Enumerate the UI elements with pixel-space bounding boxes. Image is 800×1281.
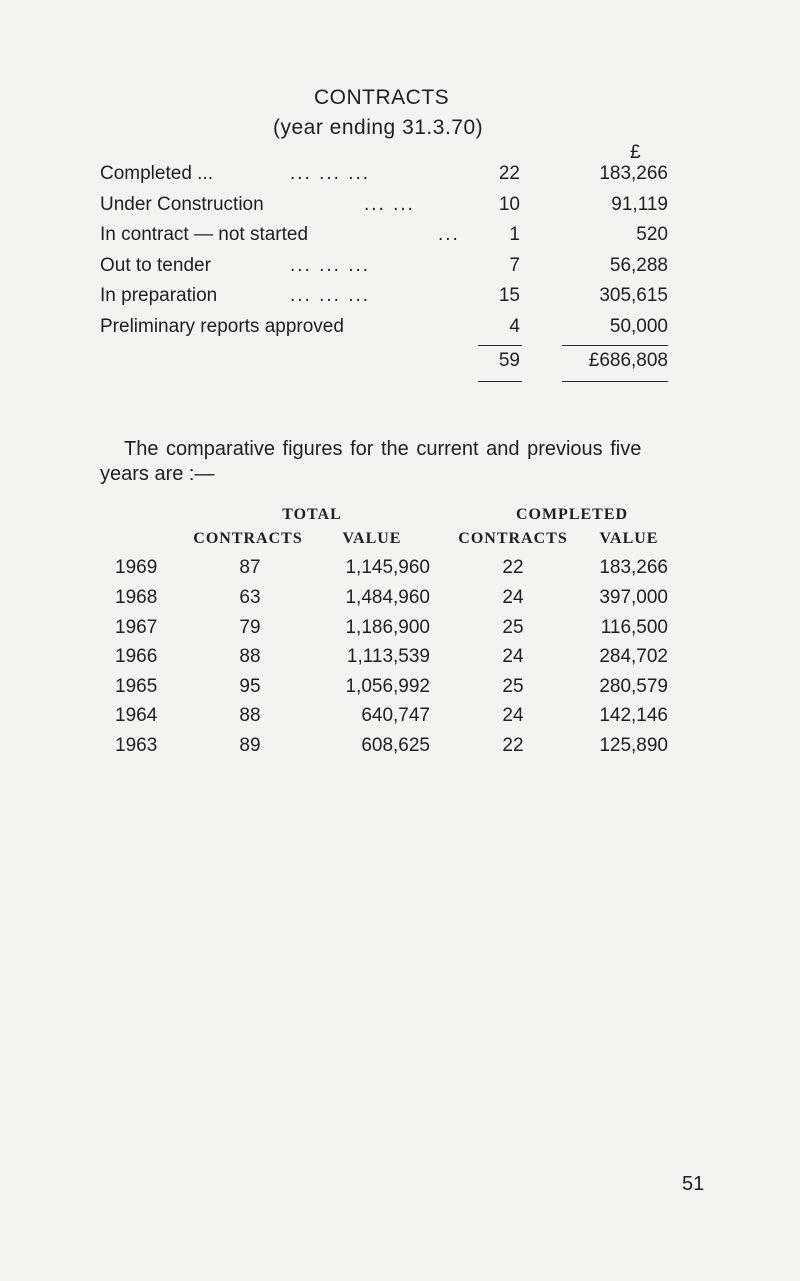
summary-row-label: In preparation [100,285,218,306]
summary-row-count: 1 [509,224,520,245]
group-header-completed: COMPLETED [515,506,629,523]
row-year: 1964 [115,705,158,726]
summary-row-count: 15 [498,285,520,306]
row-contracts: 87 [239,557,261,578]
row-year: 1963 [115,735,158,756]
summary-row-count: 4 [509,316,520,337]
row-completed-value: 125,890 [599,735,668,756]
row-value: 608,625 [361,735,430,756]
summary-row-value: 91,119 [611,194,668,215]
col-header-completed-value: VALUE [599,530,659,547]
row-completed-contracts: 22 [502,557,524,578]
intro-line-1: The comparative figures for the current and previous five [124,438,642,460]
row-completed-value: 397,000 [599,587,668,608]
summary-row-label: Preliminary reports approved [100,316,344,337]
row-completed-contracts: 25 [502,617,524,638]
row-completed-contracts: 24 [502,705,524,726]
row-value: 1,186,900 [345,617,430,638]
currency-label: £ [630,142,641,163]
group-header-total: TOTAL [282,506,342,523]
row-contracts: 79 [239,617,261,638]
col-header-completed-contracts: CONTRACTS [458,530,568,547]
summary-row-label: Under Construction [100,194,264,215]
summary-row-value: 56,288 [609,255,668,276]
row-value: 1,056,992 [345,676,430,697]
row-contracts: 89 [239,735,261,756]
summary-row-leader: ... [438,224,460,245]
summary-row-value: 50,000 [609,316,668,337]
row-completed-contracts: 24 [502,646,524,667]
summary-row-count: 22 [498,163,520,184]
row-year: 1966 [115,646,158,667]
summary-row-label: In contract — not started [100,224,309,245]
total-rule-value-top [562,345,668,346]
col-header-value: VALUE [342,530,402,547]
intro-line-2: years are :— [100,463,215,485]
col-header-contracts: CONTRACTS [193,530,303,547]
summary-row-count: 10 [498,194,520,215]
row-completed-contracts: 22 [502,735,524,756]
summary-total-value: £686,808 [588,350,668,371]
row-contracts: 88 [239,705,261,726]
row-contracts: 63 [239,587,261,608]
row-completed-value: 142,146 [599,705,668,726]
row-value: 1,113,539 [346,646,430,667]
row-completed-value: 280,579 [599,676,668,697]
page-subtitle: (year ending 31.3.70) [273,116,484,139]
total-rule-value-bottom [562,381,668,382]
summary-row-value: 520 [636,224,668,245]
row-completed-value: 116,500 [600,617,668,638]
summary-row-label: Completed ... [100,163,213,184]
row-year: 1969 [115,557,158,578]
row-value: 1,484,960 [345,587,430,608]
summary-row-value: 183,266 [599,163,668,184]
row-completed-value: 284,702 [599,646,668,667]
summary-row-label: Out to tender [100,255,211,276]
page-number: 51 [682,1173,705,1195]
total-rule-count-bottom [478,381,522,382]
row-completed-value: 183,266 [599,557,668,578]
total-rule-count-top [478,345,522,346]
row-year: 1965 [115,676,158,697]
summary-row-leader: ... ... ... [290,285,371,306]
row-contracts: 95 [239,676,261,697]
summary-row-leader: ... ... ... [290,163,371,184]
page-title: CONTRACTS [314,86,450,109]
summary-row-count: 7 [509,255,520,276]
row-year: 1967 [115,617,158,638]
row-year: 1968 [115,587,158,608]
row-value: 1,145,960 [345,557,430,578]
row-completed-contracts: 24 [502,587,524,608]
summary-row-leader: ... ... [364,194,415,215]
row-completed-contracts: 25 [502,676,524,697]
summary-total-count: 59 [498,350,520,371]
summary-row-value: 305,615 [599,285,668,306]
row-value: 640,747 [361,705,430,726]
row-contracts: 88 [239,646,261,667]
summary-row-leader: ... ... ... [290,255,371,276]
